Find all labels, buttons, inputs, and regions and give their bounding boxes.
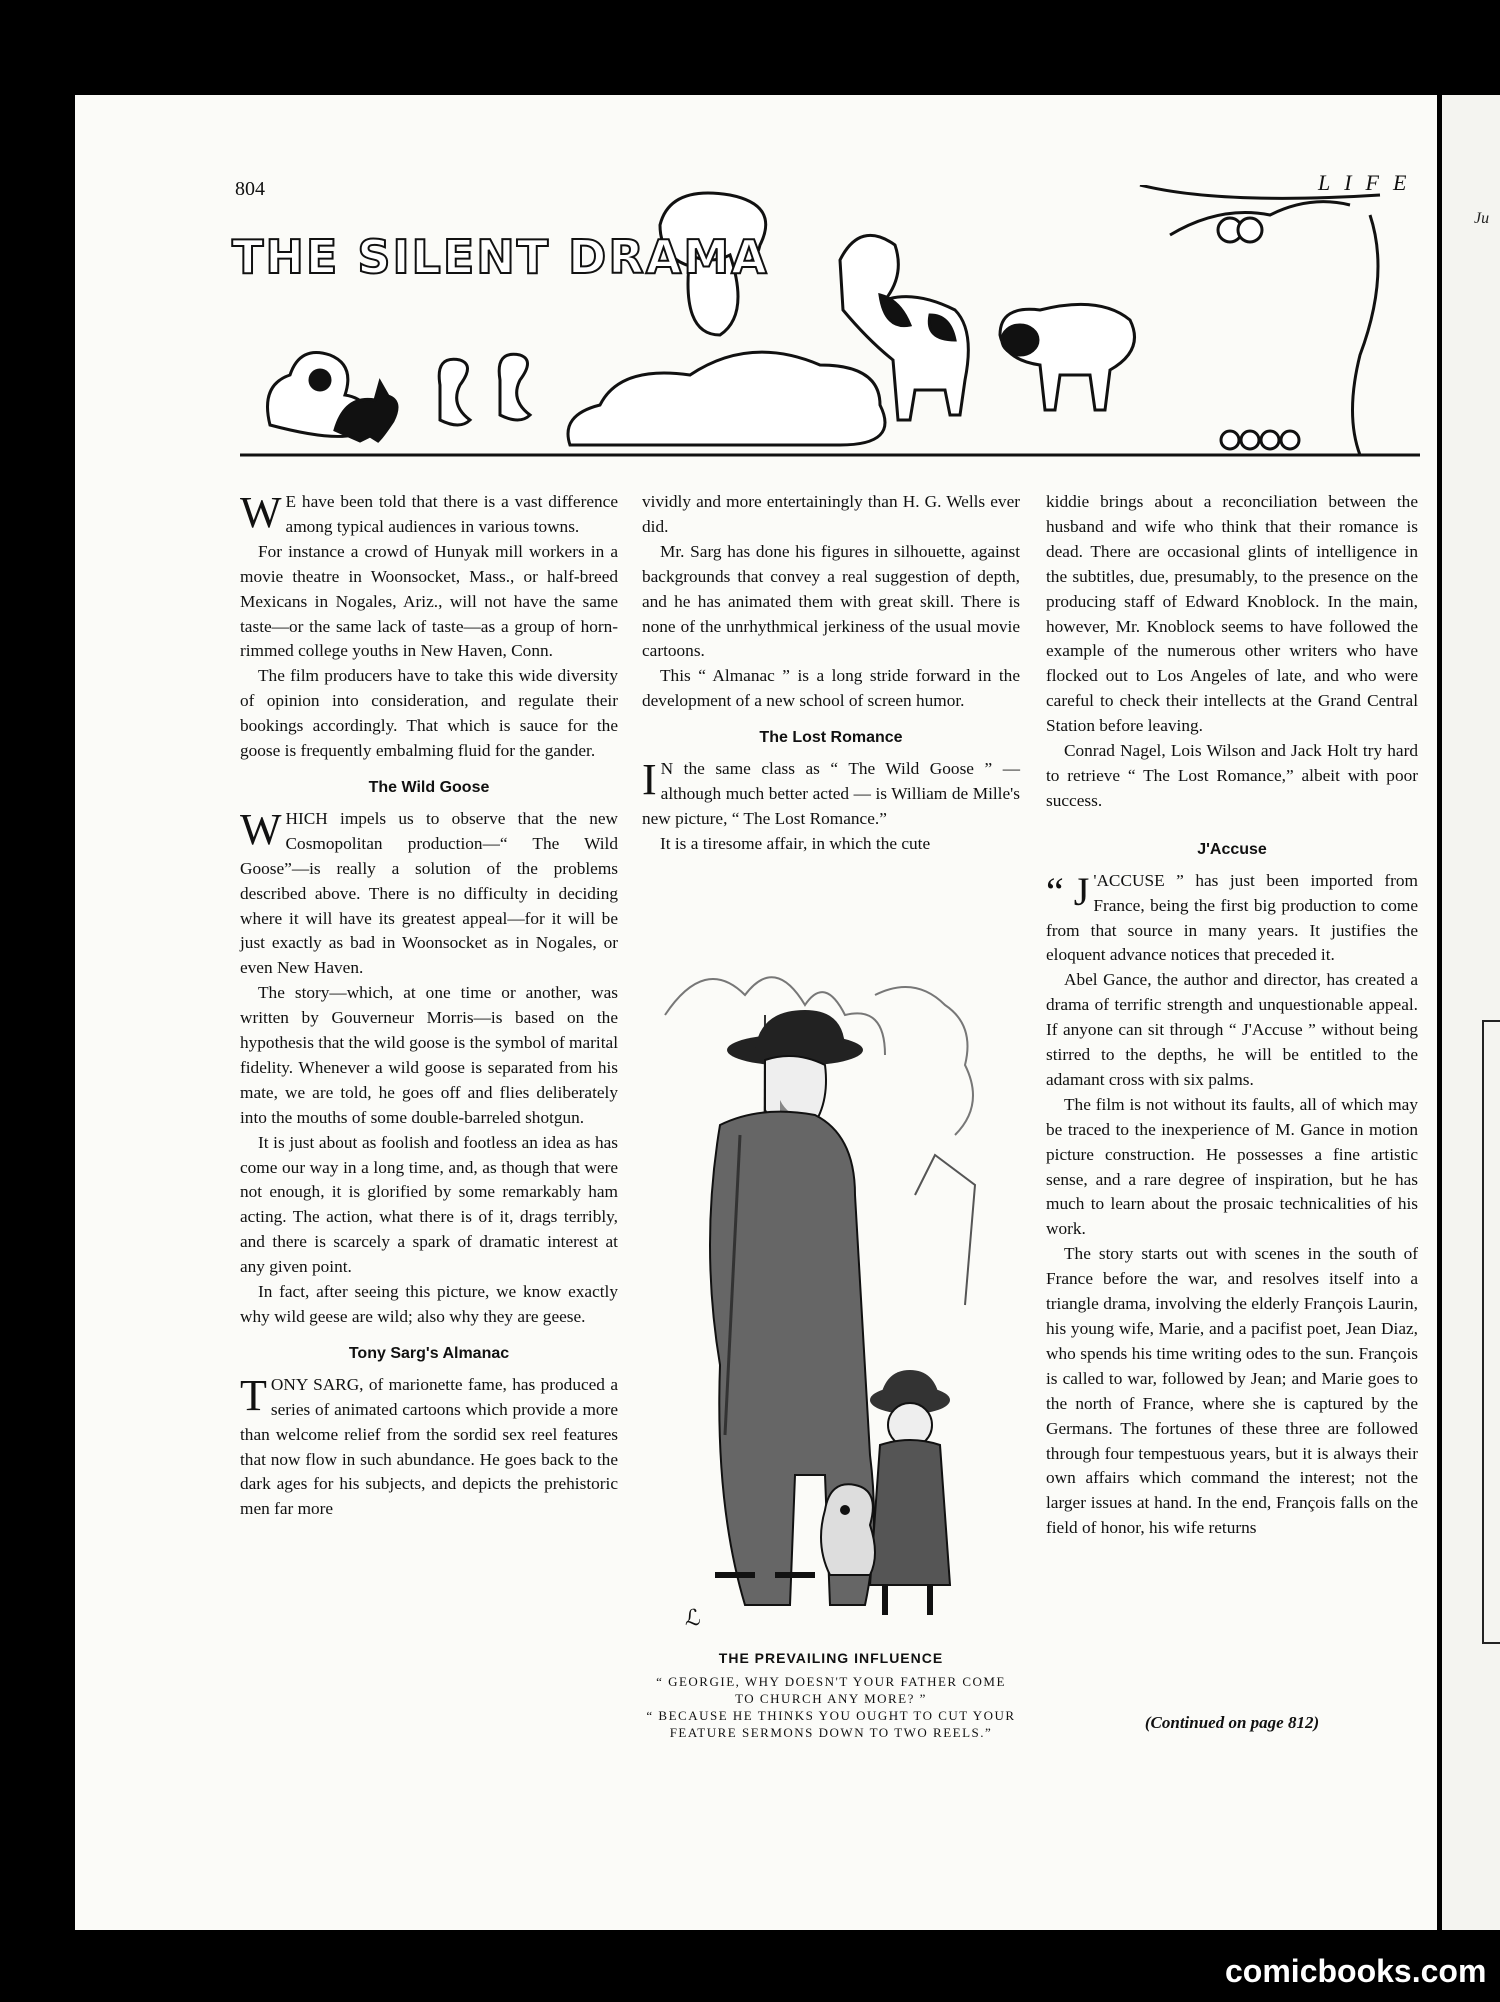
section-heading-jaccuse: J'Accuse — [1197, 840, 1267, 858]
paragraph: The film is not without its faults, all of which may be traced to the inexperience of M. Gance in motion picture construction. He possesses a fine artistic sense, and a rare degree of inspiration, but he has much to learn about the prosaic technicalities of his work. — [1046, 1094, 1418, 1239]
magazine-title: LIFE — [1318, 170, 1421, 195]
paragraph: I N the same class as “ The Wild Goose ” — although much better acted — is William de Mille's new picture, “ The Lost Romance.” — [642, 755, 1020, 828]
adjacent-page-edge — [1442, 95, 1500, 1930]
section-heading-tony-sarg: Tony Sarg's Almanac — [348, 1344, 510, 1362]
paragraph: TONY SARG, of marionette fame, has produced a series of animated cartoons which provide a more than welcome relief from the sordid sex reel features that now flow in such abundance. He goes back to the dark ages for his subjects, and depicts the prehistoric men far more — [240, 1370, 618, 1519]
banner-illustration — [240, 185, 1420, 460]
paragraph: This “ Almanac ” is a long stride forward in the development of a new school of screen humor. — [642, 666, 1020, 711]
paragraph: “ J 'ACCUSE ” has just been imported from France, being the first big production to come from that source in many years. It justifies the eloquent advance notices that preceded it. — [1046, 868, 1418, 965]
cartoon-caption: “ GEORGIE, WHY DOESN'T YOUR FATHER COME TO CHURCH ANY MORE? ” “ BECAUSE HE THINKS YOU OUGHT TO CUT YOUR FEATURE SERMONS DOWN TO TWO REELS.” — [646, 1674, 1016, 1740]
intro-paragraph: W E have been told that there is a vast difference among typical audiences in various towns. — [240, 488, 618, 537]
paragraph: The story starts out with scenes in the south of France before the war, and resolves itself into a triangle drama, involving the elderly François Laurin, his young wife, Marie, and a pacifist poet, Jean Diaz, who spends his time writing odes to the sun. François is called to war, followed by Jean; and Marie goes to the north of France, where she is captured by the Germans. The fortunes of these three are followed through four tempestuous years, but it is always their own affairs which command the interest; not the larger issues at hand. In the end, François falls on the field of honor, his wife returns — [1046, 1244, 1418, 1538]
adjacent-page-box — [1482, 1020, 1500, 1644]
section-heading-wild-goose: The Wild Goose — [368, 778, 490, 796]
article-column-3 — [1046, 490, 1418, 1541]
column-masthead: THE SILENT DRAMA — [232, 230, 769, 284]
drop-cap: T — [240, 1370, 267, 1420]
cartoon-illustration — [645, 935, 1017, 1645]
paragraph: Abel Gance, the author and director, has created a drama of terrific strength and unquestionable appeal. If anyone can sit through “ J'Accuse ” without being stirred to the depths, he will be entitled to the adamant cross with six palms. — [1046, 970, 1418, 1089]
paragraph: In fact, after seeing this picture, we know exactly why wild geese are wild; also why they are geese. — [240, 1282, 618, 1326]
drop-cap: “ J — [1046, 868, 1090, 914]
paragraph: vividly and more entertainingly than H. G. Wells ever did. — [642, 492, 1020, 536]
cartoon-caption-title: THE PREVAILING INFLUENCE — [718, 1650, 944, 1666]
drop-cap: I — [642, 755, 657, 805]
article-column-2 — [642, 490, 1020, 857]
paragraph: The story—which, at one time or another, was written by Gouverneur Morris—is based on the hypothesis that the wild goose is the symbol of marital fidelity. Whenever a wild goose is separated from his mate, we are told, he goes off and flies deliberately into the mouths of some double-barreled shotgun. — [240, 983, 618, 1127]
svg-text:ℒ: ℒ — [685, 1606, 701, 1631]
paragraph: WHICH impels us to observe that the new Cosmopolitan production—“ The Wild Goose”—is really a solution of the problems described above. There is no difficulty in deciding where it will have its greatest appeal—for it will be just exactly as bad in Woonsocket as in Nogales, or even New Haven. — [240, 804, 618, 978]
article-column-1 — [240, 490, 618, 1522]
drop-cap: W — [240, 488, 282, 537]
drop-cap: W — [240, 804, 282, 854]
adjacent-page-text: Ju — [1474, 210, 1490, 227]
page-number: 804 — [235, 178, 265, 200]
paragraph: For instance a crowd of Hunyak mill workers in a movie theatre in Woonsocket, Mass., or half-breed Mexicans in Nogales, Ariz., will not have the same taste—or the same lack of taste—as a group of horn-rimmed college youths in New Haven, Conn. — [240, 541, 618, 661]
continued-note: (Continued on page 812) — [1144, 1713, 1320, 1732]
section-heading-lost-romance: The Lost Romance — [759, 729, 903, 747]
paragraph: Conrad Nagel, Lois Wilson and Jack Holt try hard to retrieve “ The Lost Romance,” albeit with poor success. — [1046, 741, 1418, 810]
paragraph: The film producers have to take this wide diversity of opinion into consideration, and regulate their bookings accordingly. That which is sauce for the goose is frequently embalming fluid for the gander. — [240, 666, 618, 761]
paragraph: kiddie brings about a reconciliation between the husband and wife who think that their romance is dead. There are occasional glints of intelligence in the subtitles, due, presumably, to the presence on the producing staff of Edward Knoblock. In the main, however, Mr. Knoblock seems to have followed the example of the numerous other writers who have flocked out to Los Angeles of late, and who were careful to check their intellects at the Grand Central Station before leaving. — [1046, 492, 1418, 736]
paragraph: It is just about as foolish and footless an idea as has come our way in a long time, and, as though that were not enough, it is glorified by some remarkably ham acting. The action, what there is of it, drags terribly, and there is scarcely a spark of dramatic interest at any given point. — [240, 1132, 618, 1277]
paragraph: Mr. Sarg has done his figures in silhouette, against backgrounds that convey a real suggestion of depth, and he has animated them with great skill. There is none of the unrhythmical jerkiness of the usual movie cartoons. — [642, 541, 1020, 661]
paragraph: It is a tiresome affair, in which the cute — [660, 833, 931, 853]
site-watermark: comicbooks.com — [1225, 1953, 1487, 1989]
